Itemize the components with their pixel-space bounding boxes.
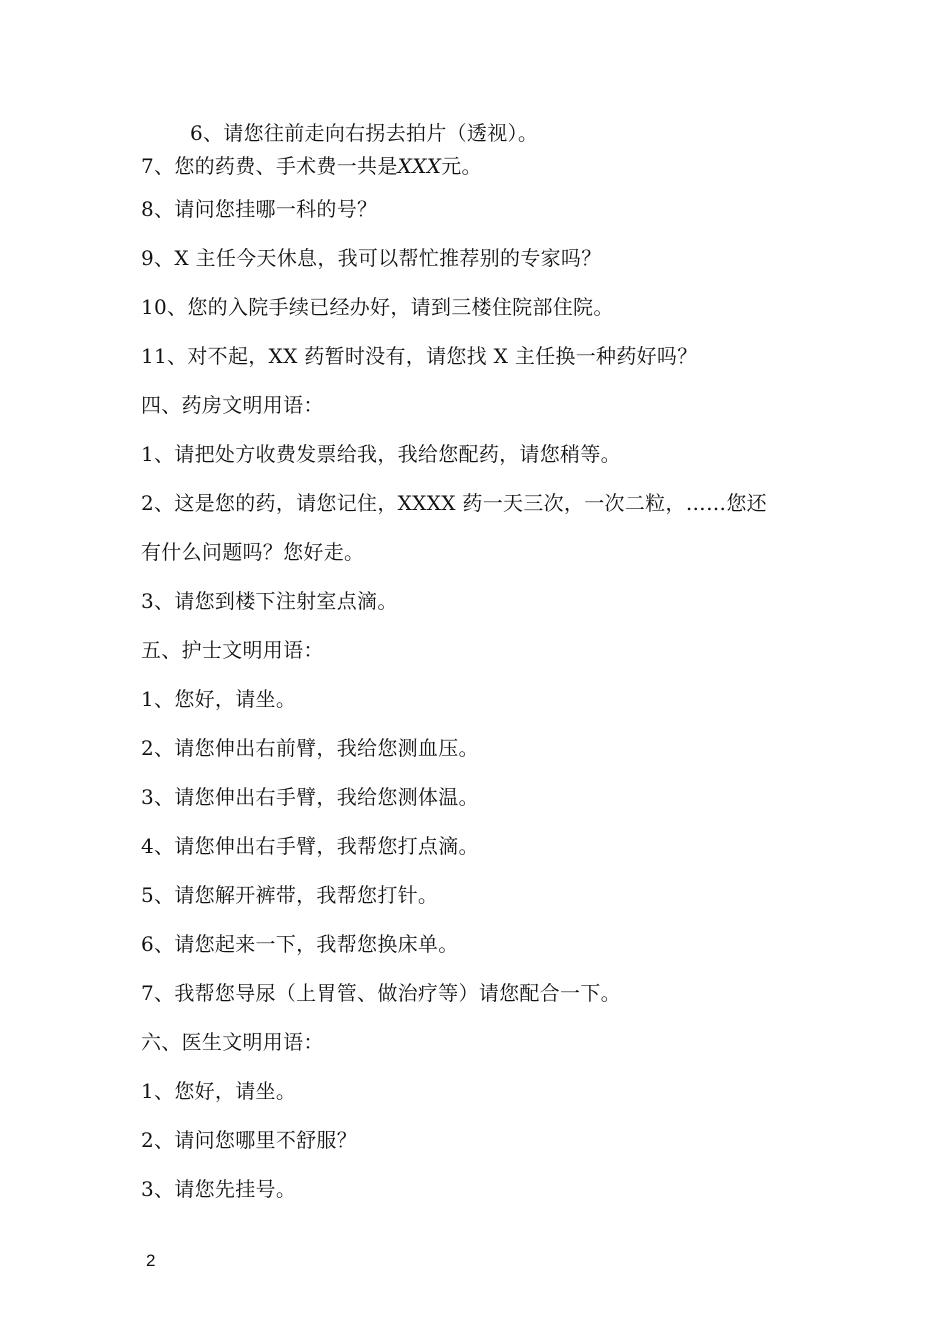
text-line: 6、请您往前走向右拐去拍片（透视）。: [190, 121, 539, 145]
text-line: 3、请您伸出右手臂，我给您测体温。: [141, 785, 479, 809]
text-line: 2、这是您的药，请您记住，XXXX 药一天三次，一次二粒，……您还: [141, 491, 767, 515]
text-line: 1、请把处方收费发票给我，我给您配药，请您稍等。: [141, 442, 621, 466]
text-line: 2、请问您哪里不舒服？: [141, 1128, 358, 1152]
section-heading: 五、护士文明用语：: [141, 638, 324, 662]
text-line: 9、X 主任今天休息，我可以帮忙推荐别的专家吗？: [141, 246, 602, 270]
text-segment: 元。: [441, 154, 482, 178]
text-line: 7、我帮您导尿（上胃管、做治疗等）请您配合一下。: [141, 981, 621, 1005]
text-line: 1、您好，请坐。: [141, 687, 297, 711]
text-segment: 7、您的药费、手术费一共是: [141, 154, 398, 178]
text-line: 11、对不起，XX 药暂时没有，请您找 X 主任换一种药好吗？: [141, 344, 698, 368]
text-line: [141, 153, 482, 179]
text-line: 1、您好，请坐。: [141, 1079, 297, 1103]
text-line: 8、请问您挂哪一科的号？: [141, 197, 378, 221]
text-line: 2、请您伸出右前臂，我给您测血压。: [141, 736, 479, 760]
page-number: 2: [146, 1251, 156, 1270]
text-line: 6、请您起来一下，我帮您换床单。: [141, 932, 459, 956]
text-line: 3、请您先挂号。: [141, 1177, 297, 1201]
text-line: 5、请您解开裤带，我帮您打针。: [141, 883, 439, 907]
text-line: 10、您的入院手续已经办好，请到三楼住院部住院。: [141, 295, 614, 319]
section-heading: 六、医生文明用语：: [141, 1030, 324, 1054]
text-line: 有什么问题吗？您好走。: [141, 540, 365, 564]
text-line: 4、请您伸出右手臂，我帮您打点滴。: [141, 834, 479, 858]
text-line: 3、请您到楼下注射室点滴。: [141, 589, 398, 613]
text-segment-italic: XXX: [397, 154, 442, 178]
section-heading: 四、药房文明用语：: [141, 393, 324, 417]
